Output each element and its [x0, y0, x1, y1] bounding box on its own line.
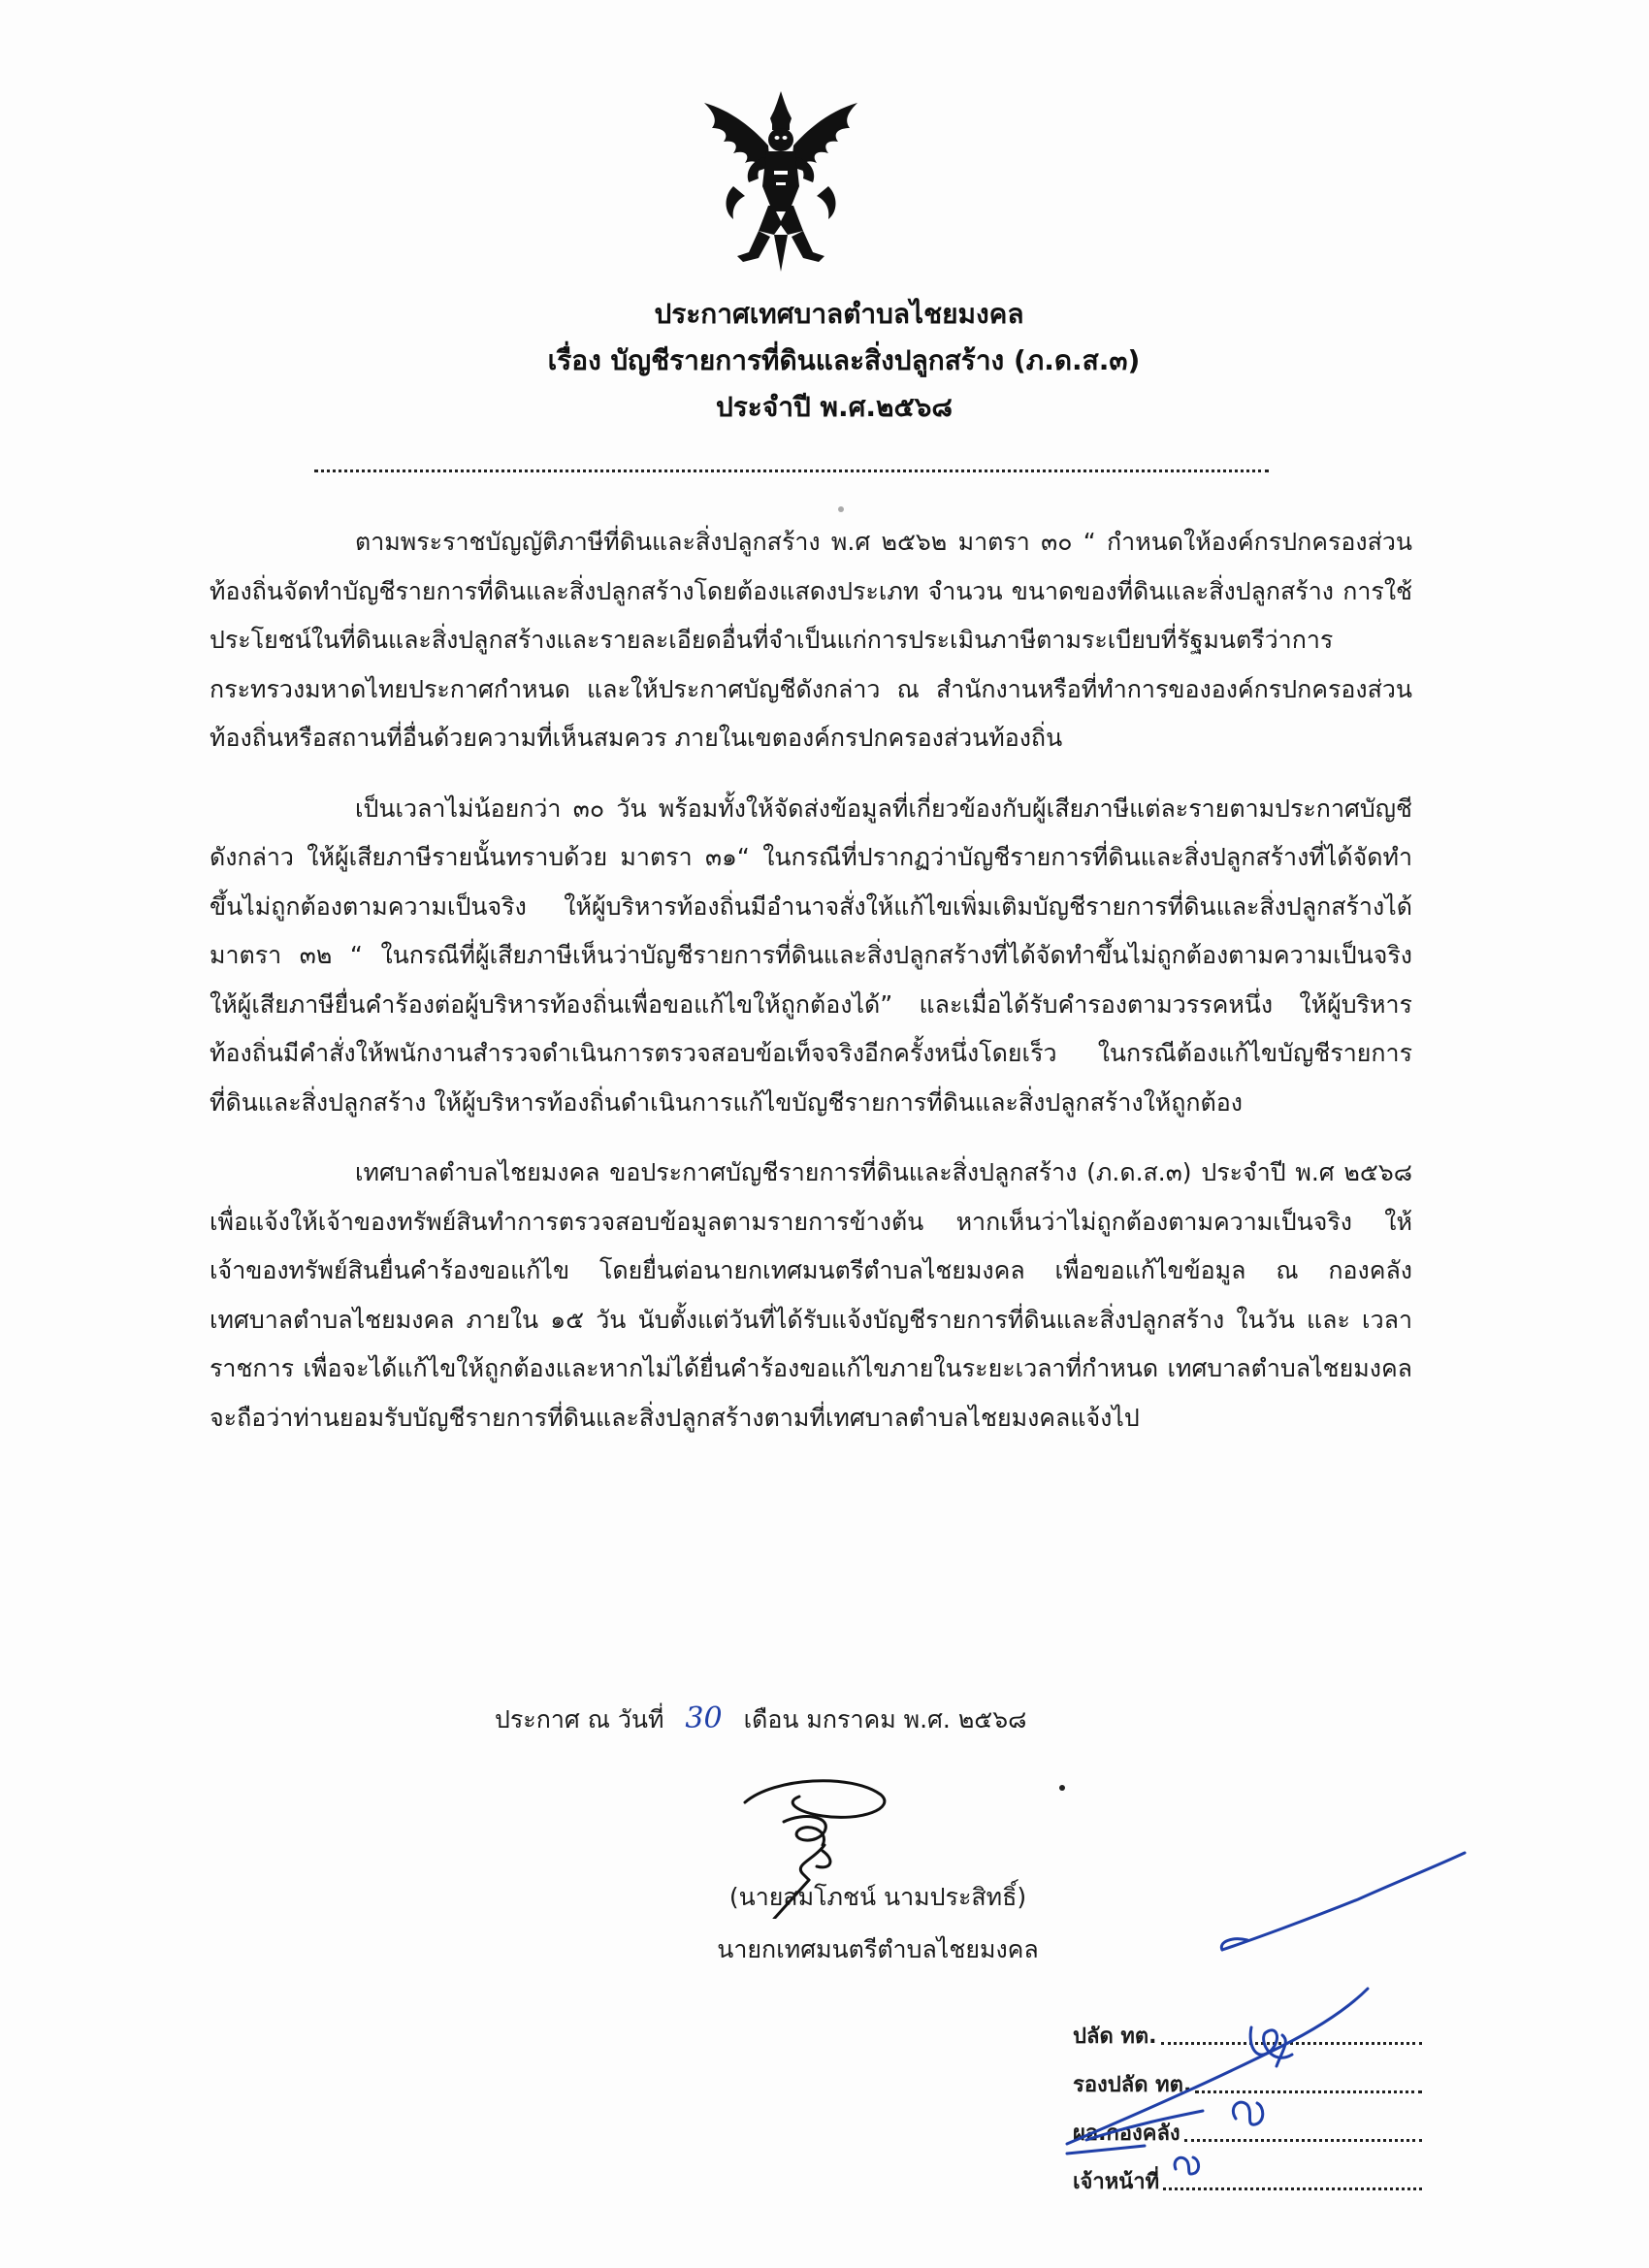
body-paragraph: ตามพระราชบัญญัติภาษีที่ดินและสิ่งปลูกสร้าง พ.ศ ๒๕๖๒ มาตรา ๓๐ “ กำหนดให้องค์กรปกครองส่วนท้องถิ่นจัดทำบัญชีรายการที่ดินและสิ่งปลูกสร้างโดยต้องแสดงประเภท จำนวน ขนาดของที่ดินและสิ่งปลูกสร้าง การใช้ประโยชน์ในที่ดินและสิ่งปลูกสร้างและรายละเอียดอื่นที่จำเป็นแก่การประเมินภาษีตามระเบียบที่รัฐมนตรีว่าการกระทรวงมหาดไทยประกาศกำหนด และให้ประกาศบัญชีดังกล่าว ณ สำนักงานหรือที่ทำการขององค์กรปกครองส่วนท้องถิ่นหรือสถานที่อื่นด้วยความที่เห็นสมควร ภายในเขตองค์กรปกครองส่วนท้องถิ่น — [210, 528, 1412, 752]
routing-row — [1073, 2053, 1422, 2101]
routing-dotline — [1184, 2138, 1422, 2142]
date-prefix: ประกาศ ณ วันที่ — [495, 1705, 664, 1733]
signatory-name: (นายสมโภชน์ นามประสิทธิ์) — [728, 1883, 1027, 1911]
routing-dotline — [1161, 2041, 1422, 2045]
date-suffix: เดือน มกราคม พ.ศ. ๒๕๖๘ — [743, 1705, 1027, 1733]
body-paragraph: เทศบาลตำบลไชยมงคล ขอประกาศบัญชีรายการที่ดินและสิ่งปลูกสร้าง (ภ.ด.ส.๓) ประจำปี พ.ศ ๒๕๖๘ เพื่อแจ้งให้เจ้าของทรัพย์สินทำการตรวจสอบข้อมูลตามรายการข้างต้น หากเห็นว่าไม่ถูกต้องตามความเป็นจริง ให้เจ้าของทรัพย์สินยื่นคำร้องขอแก้ไข โดยยื่นต่อนายกเทศมนตรีตำบลไชยมงคล เพื่อขอแก้ไขข้อมูล ณ กองคลัง เทศบาลตำบลไชยมงคล ภายใน ๑๕ วัน นับตั้งแต่วันที่ได้รับแจ้งบัญชีรายการที่ดินและสิ่งปลูกสร้าง ในวัน และ เวลา ราชการ เพื่อจะได้แก้ไขให้ถูกต้องและหากไม่ได้ยื่นคำร้องขอแก้ไขภายในระยะเวลาที่กำหนด เทศบาลตำบลไชยมงคล จะถือว่าท่านยอมรับบัญชีรายการที่ดินและสิ่งปลูกสร้างตามที่เทศบาลตำบลไชยมงคลแจ้งไป — [210, 1158, 1412, 1432]
routing-label: ปลัด ทต. — [1073, 2025, 1157, 2049]
routing-dotline — [1163, 2187, 1422, 2190]
announcement-header — [0, 291, 1649, 431]
routing-label: ผอ.กองคลัง — [1073, 2122, 1180, 2146]
routing-label: เจ้าหน้าที่ — [1073, 2170, 1160, 2194]
routing-dotline — [1195, 2090, 1422, 2093]
routing-box — [1073, 2004, 1422, 2198]
header-divider — [314, 470, 1269, 472]
announcement-title: ประกาศเทศบาลตำบลไชยมงคล — [654, 298, 1024, 330]
scan-speck — [838, 506, 844, 512]
signatory-position: นายกเทศมนตรีตำบลไชยมงคล — [717, 1935, 1039, 1963]
routing-label: รองปลัด ทต. — [1073, 2073, 1192, 2097]
announcement-year: ประจำปี พ.ศ.๒๕๖๘ — [715, 391, 954, 423]
scan-speck — [1059, 1785, 1065, 1791]
date-day-handwritten: 30 — [685, 1701, 723, 1735]
garuda-emblem-icon — [695, 89, 867, 274]
announcement-date — [495, 1700, 1026, 1739]
routing-row — [1073, 2101, 1422, 2150]
routing-row — [1073, 2150, 1422, 2198]
routing-row — [1073, 2004, 1422, 2053]
announcement-body — [210, 518, 1412, 1442]
announcement-subject: เรื่อง บัญชีรายการที่ดินและสิ่งปลูกสร้าง (ภ.ด.ส.๓) — [547, 344, 1141, 376]
body-paragraph: เป็นเวลาไม่น้อยกว่า ๓๐ วัน พร้อมทั้งให้จัดส่งข้อมูลที่เกี่ยวข้องกับผู้เสียภาษีแต่ละรายตามประกาศบัญชีดังกล่าว ให้ผู้เสียภาษีรายนั้นทราบด้วย มาตรา ๓๑“ ในกรณีที่ปรากฏว่าบัญชีรายการที่ดินและสิ่งปลูกสร้างที่ได้จัดทำขึ้นไม่ถูกต้องตามความเป็นจริง ให้ผู้บริหารท้องถิ่นมีอำนาจสั่งให้แก้ไขเพิ่มเติมบัญชีรายการที่ดินและสิ่งปลูกสร้างได้ มาตรา ๓๒ “ ในกรณีที่ผู้เสียภาษีเห็นว่าบัญชีรายการที่ดินและสิ่งปลูกสร้างที่ได้จัดทำขึ้นไม่ถูกต้องตามความเป็นจริง ให้ผู้เสียภาษียื่นคำร้องต่อผู้บริหารท้องถิ่นเพื่อขอแก้ไขให้ถูกต้องได้” และเมื่อได้รับคำรองตามวรรคหนึ่ง ให้ผู้บริหารท้องถิ่นมีคำสั่งให้พนักงานสำรวจดำเนินการตรวจสอบข้อเท็จจริงอีกครั้งหนึ่งโดยเร็ว ในกรณีต้องแก้ไขบัญชีรายการที่ดินและสิ่งปลูกสร้าง ให้ผู้บริหารท้องถิ่นดำเนินการแก้ไขบัญชีรายการที่ดินและสิ่งปลูกสร้างให้ถูกต้อง — [210, 794, 1412, 1117]
